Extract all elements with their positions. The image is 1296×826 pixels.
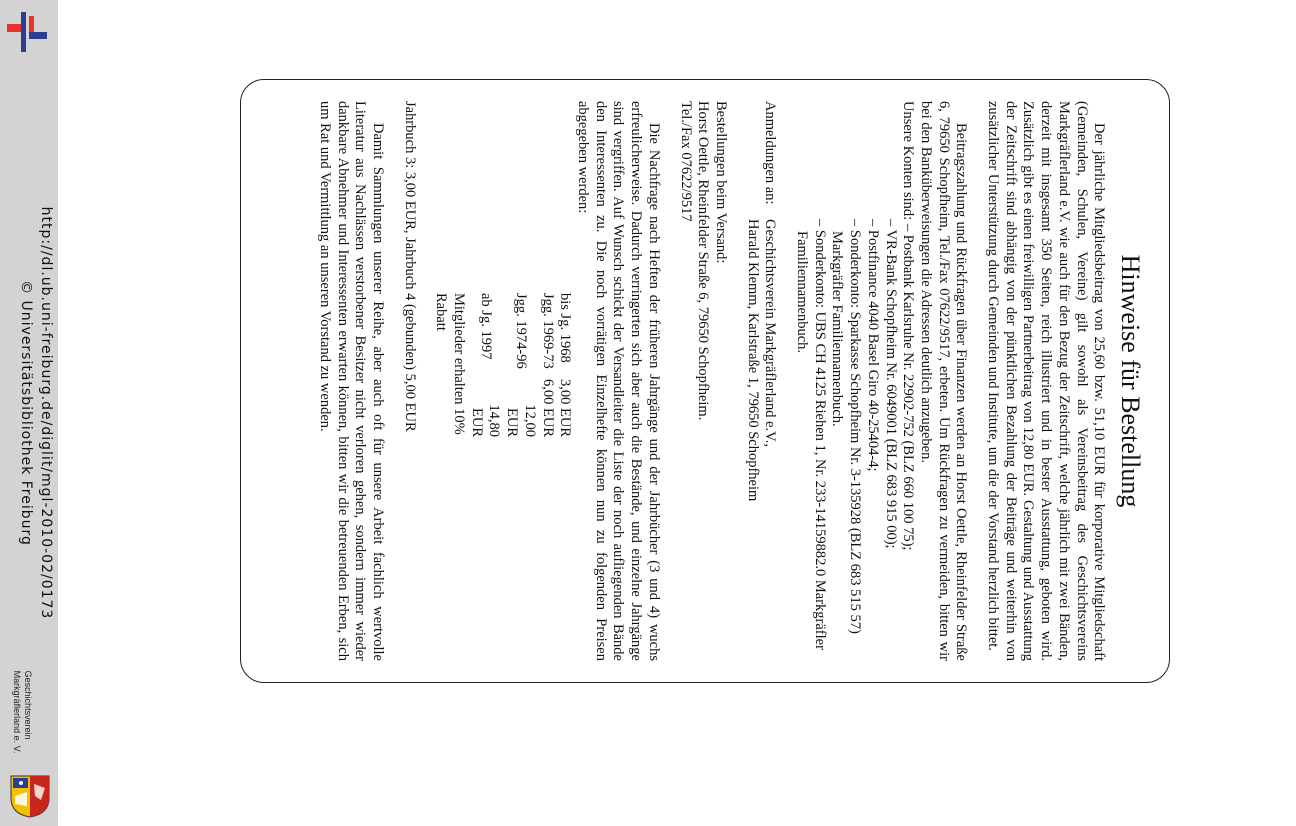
society-label [11, 671, 33, 754]
registration-block [743, 101, 778, 661]
price-value: 14,80 EUR [468, 404, 503, 437]
sidebar [0, 0, 58, 826]
orders-line-1: Bestellungen beim Versand: [712, 101, 729, 264]
registration-label: Anmeldungen an: [762, 101, 779, 205]
society-line-2: Markgräflerland e. V. [12, 670, 22, 754]
society-line-1: Geschichtsverein [23, 670, 33, 740]
price-table [432, 293, 574, 437]
accounts-list [792, 101, 898, 661]
spacer [778, 101, 792, 661]
price-label: Jgg. 1969-73 [539, 293, 556, 369]
ub-freiburg-logo-icon[interactable] [5, 10, 49, 52]
registration-line-2: Harald Klemm, Karlstraße 1, 79650 Schopfheim [744, 219, 761, 502]
spacer [418, 101, 432, 661]
document-page [265, 101, 1145, 661]
orders-line-3: Tel./Fax 07622/9517 [677, 101, 694, 222]
price-label: ab Jg. 1997 [477, 293, 494, 360]
price-value: 6,00 EUR [539, 379, 556, 437]
payment-paragraph: Beitragszahlung und Rückfragen über Finanzen werden an Horst Oettle, Rheinfelder Straße 6, 79650 Schopfheim, Tel./Fax 07622/9517, erbeten. Um Rückfragen zu vermeiden, bitten wir bei den Banküberweisungen die Adressen deutlich anzugeben. [917, 101, 970, 661]
document-page-card [240, 79, 1170, 683]
yearbook-prices: Jahrbuch 3: 3,00 EUR, Jahrbuch 4 (gebunden) 5,00 EUR [401, 101, 418, 432]
price-row [503, 293, 538, 437]
price-row [556, 293, 574, 437]
account-item: – Sonderkonto: UBS CH 4125 Riehen 1, Nr. 233-14159882.0 Markgräfler Familiennamenbuch. [794, 219, 828, 650]
price-row [538, 293, 556, 437]
coat-of-arms-icon [7, 774, 53, 818]
spacer [662, 101, 676, 661]
bank-accounts [792, 101, 916, 661]
registration-address [743, 219, 778, 501]
account-item: – Sonderkonto: Sparkasse Schopfheim Nr. 3-135928 (BLZ 683 515 57) Markgräfler Familiennamenbuch. [829, 219, 864, 634]
copyright-text: © Universitätsbibliothek Freiburg [18, 280, 34, 546]
members-discount: Mitglieder erhalten 10% Rabatt [433, 293, 468, 435]
collections-paragraph: Damit Sammlungen unserer Reihe, aber auch oft für unsere Arbeit fachlich wertvolle Literatur aus Nachlässen verstorbener Besitzer nicht verloren gehen, sondern immer wieder dankbare Abnehmer und Interessenten erwarten können, bitten wir die betreuenden Erben, sich um Rat und Vermittlung an unseren Vorstand zu wenden. [316, 101, 386, 661]
accounts-intro: Unsere Konten sind: – Postbank Karlsruhe Nr. 22902-752 (BLZ 660 100 75); [900, 101, 917, 551]
back-issues-paragraph: Die Nachfrage nach Heften der früheren Jahrgänge und der Jahrbücher (3 und 4) wuchs erfreulicherweise. Dadurch verringerten sich aber auch die Bestände, und einzelne Jahrgänge sind vergriffen. Auf Wunsch schickt der Versandleiter die Liste der noch aufliegenden Bände den Interessenten zu. Die noch vorrätigen Einzelhefte können nun zu folgenden Preisen abgegeben werden: [575, 101, 662, 661]
spacer [969, 101, 983, 661]
account-item: – VR-Bank Schopfheim Nr. 6049001 (BLZ 683 915 00); [882, 219, 899, 549]
price-label: Jgg. 1974-96 [513, 293, 530, 369]
registration-line-1: Geschichtsverein Markgräflerland e.V., [762, 219, 779, 448]
page-title: Hinweise für Bestellung [1116, 254, 1145, 508]
account-item: – Postfinance 4040 Basel Giro 40-25404-4; [864, 219, 881, 472]
discount-row [432, 293, 467, 437]
orders-block [676, 101, 729, 661]
spacer [386, 101, 400, 661]
membership-paragraph: Der jährliche Mitgliedsbeitrag von 25,60 bzw. 51,10 EUR für korporative Mitgliedschaft (Gemeinden, Schulen, Vereine) gilt sowohl als Vereinsbeitrag des Geschichtsvereins Markgräflerland e.V. wie auch für den Bezug der Zeitschrift, welche jährlich mit zwei Bänden, derzeit mit insgesamt 350 Seiten, reich illustriert und in bester Ausstattung, geboten wird. Zusätzlich gibt es einen freiwilligen Partnerbeitrag von 12,80 EUR. Gestaltung und Ausstattung der Zeitschrift sind abhängig von der pünktlichen Bezahlung der Beiträge und weiterhin von zusätzlicher Unterstützung durch Gemeinden und Institute, um die der Vorstand herzlich bittet. [985, 101, 1108, 661]
sidebar-url-text [16, 207, 56, 620]
orders-line-2: Horst Oettle, Rheinfelder Straße 6, 79650 Schopfheim. [695, 101, 712, 421]
price-row [467, 293, 502, 437]
spacer [729, 101, 743, 661]
price-label: bis Jg. 1968 [557, 293, 574, 363]
price-value: 3,00 EUR [557, 379, 574, 437]
price-value: 12,00 EUR [504, 404, 538, 437]
source-url[interactable]: http://dl.ub.uni-freiburg.de/diglit/mgl-2010-02/0173 [38, 206, 54, 620]
